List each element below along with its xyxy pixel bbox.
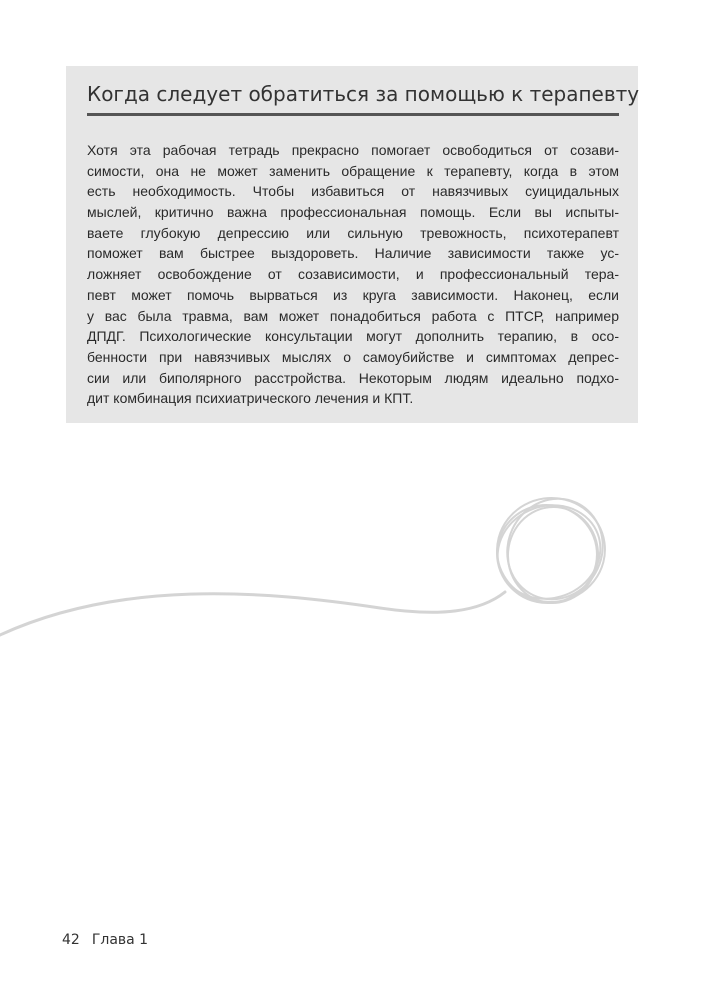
body-line: ДПДГ. Психологические консультации могут дополнить терапию, в осо- xyxy=(87,328,619,345)
swoosh-line xyxy=(0,592,505,635)
body-line: есть необходимость. Чтобы избавиться от навязчивых суицидальных xyxy=(87,183,619,200)
chapter-label: Глава 1 xyxy=(91,932,149,948)
sidebar-body xyxy=(87,140,619,409)
page-footer xyxy=(62,932,148,948)
body-line: ваете глубокую депрессию или сильную тревожность, психотерапевт xyxy=(87,224,619,241)
body-line: Хотя эта рабочая тетрадь прекрасно помогает освободиться от созави- xyxy=(87,142,619,158)
body-line: певт может помочь вырваться из круга зависимости. Наконец, если xyxy=(87,286,619,303)
title-underline xyxy=(87,113,619,116)
page-number: 42 xyxy=(62,932,80,948)
body-line: бенности при навязчивых мыслях о самоубийстве и симптомах депрес- xyxy=(87,348,619,365)
body-line: симости, она не может заменить обращение к терапевту, когда в этом xyxy=(87,162,619,179)
sidebar-box xyxy=(66,66,638,423)
body-line: дит комбинация психиатрического лечения и КПТ. xyxy=(87,390,414,407)
body-line: поможет вам быстрее выздороветь. Наличие зависимости также ус- xyxy=(87,245,619,262)
body-line: ложняет освобождение от созависимости, и профессиональный тера- xyxy=(87,266,619,283)
body-line: сии или биполярного расстройства. Некоторым людям идеально подхо- xyxy=(87,369,619,386)
swirl-decoration xyxy=(0,480,703,660)
body-line: мыслей, критично важна профессиональная помощь. Если вы испыты- xyxy=(87,204,619,221)
body-line: у вас была травма, вам может понадобиться работа с ПТСР, например xyxy=(87,307,619,324)
sidebar-title: Когда следует обратиться за помощью к терапевту xyxy=(87,82,640,106)
